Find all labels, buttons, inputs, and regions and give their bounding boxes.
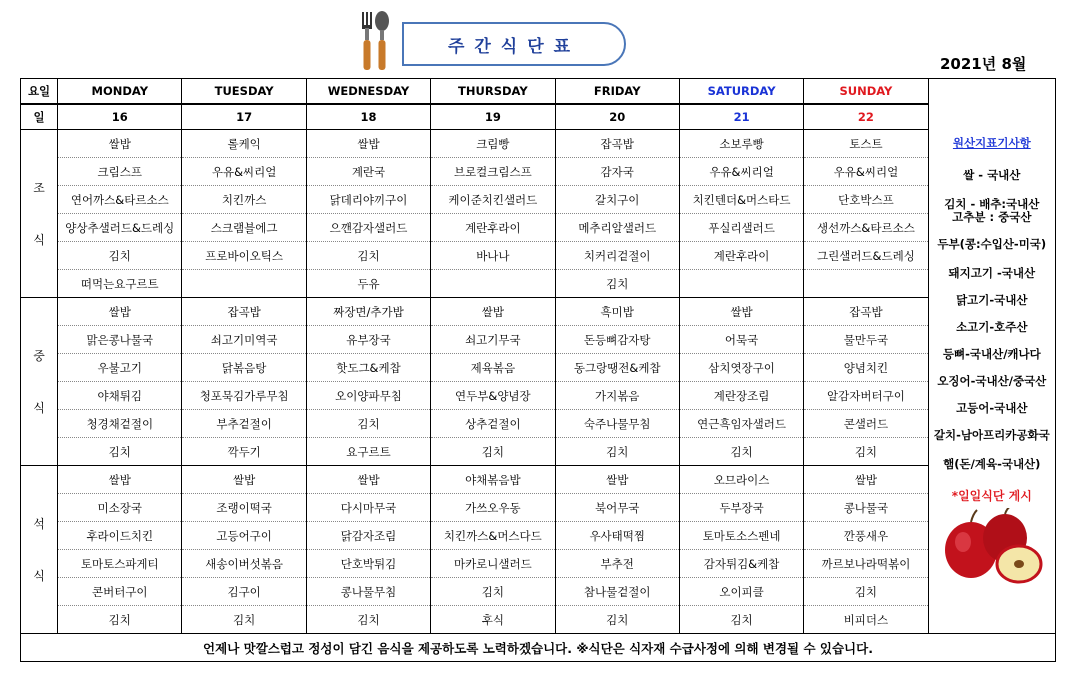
menu-item-cell: 오이피클 bbox=[679, 578, 803, 606]
origin-item: 김치 - 배추:국내산 고추분 : 중국산 bbox=[944, 197, 1040, 224]
date-cell: 19 bbox=[431, 104, 555, 130]
menu-item-cell: 야채튀김 bbox=[58, 382, 182, 410]
menu-item-cell: 김치 bbox=[555, 438, 679, 466]
menu-item-cell: 닭볶음탕 bbox=[182, 354, 306, 382]
origin-item: 갈치-남아프리카공화국 bbox=[933, 428, 1050, 442]
title-banner bbox=[402, 22, 626, 66]
menu-item-cell: 우유&씨리얼 bbox=[679, 158, 803, 186]
menu-item-cell: 계란후라이 bbox=[679, 242, 803, 270]
menu-item-cell: 후라이드치킨 bbox=[58, 522, 182, 550]
menu-item-cell: 치커리겉절이 bbox=[555, 242, 679, 270]
menu-item-cell: 알감자버터구이 bbox=[804, 382, 928, 410]
menu-item-cell: 가지볶음 bbox=[555, 382, 679, 410]
menu-item-cell: 단호박튀김 bbox=[306, 550, 430, 578]
menu-item-cell: 흑미밥 bbox=[555, 298, 679, 326]
origin-item: 고등어-국내산 bbox=[956, 401, 1028, 415]
menu-item-cell: 김치 bbox=[306, 606, 430, 634]
menu-item-cell: 토마토소스펜네 bbox=[679, 522, 803, 550]
date-label: 일 bbox=[21, 104, 58, 130]
menu-item-cell: 양념치킨 bbox=[804, 354, 928, 382]
origin-item: 소고기-호주산 bbox=[956, 320, 1028, 334]
menu-item-cell: 김치 bbox=[679, 606, 803, 634]
menu-item-cell: 우불고기 bbox=[58, 354, 182, 382]
menu-item-cell: 후식 bbox=[431, 606, 555, 634]
menu-item-cell: 깍두기 bbox=[182, 438, 306, 466]
menu-item-cell: 김치 bbox=[58, 606, 182, 634]
menu-item-cell: 동그랑땡전&케찹 bbox=[555, 354, 679, 382]
menu-item-cell: 롤케익 bbox=[182, 130, 306, 158]
menu-item-cell: 오이양파무침 bbox=[306, 382, 430, 410]
date-cell: 21 bbox=[679, 104, 803, 130]
menu-item-cell: 고등어구이 bbox=[182, 522, 306, 550]
menu-item-cell: 청포묵김가루무침 bbox=[182, 382, 306, 410]
menu-item-cell: 김치 bbox=[306, 410, 430, 438]
menu-item-cell: 연어까스&타르소스 bbox=[58, 186, 182, 214]
menu-item-cell: 마카로니샐러드 bbox=[431, 550, 555, 578]
meal-label: 조 식 bbox=[21, 130, 58, 298]
menu-item-cell: 김치 bbox=[555, 270, 679, 298]
menu-item-cell: 맑은콩나물국 bbox=[58, 326, 182, 354]
menu-item-cell: 부추겉절이 bbox=[182, 410, 306, 438]
menu-item-cell: 김치 bbox=[306, 242, 430, 270]
menu-item-cell: 북어무국 bbox=[555, 494, 679, 522]
menu-item-cell: 갈치구이 bbox=[555, 186, 679, 214]
menu-item-cell: 쌀밥 bbox=[58, 130, 182, 158]
menu-item-cell: 으깬감자샐러드 bbox=[306, 214, 430, 242]
menu-item-cell: 치킨텐더&머스타드 bbox=[679, 186, 803, 214]
menu-item-cell: 쌀밥 bbox=[431, 298, 555, 326]
menu-item-cell: 잡곡밥 bbox=[555, 130, 679, 158]
menu-item-cell: 연두부&양념장 bbox=[431, 382, 555, 410]
menu-item-cell: 계란장조림 bbox=[679, 382, 803, 410]
menu-item-cell: 콘샐러드 bbox=[804, 410, 928, 438]
menu-item-cell: 미소장국 bbox=[58, 494, 182, 522]
menu-item-cell: 소보루빵 bbox=[679, 130, 803, 158]
menu-item-cell: 유부장국 bbox=[306, 326, 430, 354]
menu-item-cell: 계란국 bbox=[306, 158, 430, 186]
page-title: 주간식단표 bbox=[447, 36, 581, 57]
menu-item-cell: 새송이버섯볶음 bbox=[182, 550, 306, 578]
menu-item-cell bbox=[804, 270, 928, 298]
menu-item-cell: 제육볶음 bbox=[431, 354, 555, 382]
date-cell: 16 bbox=[58, 104, 182, 130]
origin-item: 닭고기-국내산 bbox=[956, 293, 1028, 307]
menu-item-cell: 참나물겉절이 bbox=[555, 578, 679, 606]
menu-item-cell: 김치 bbox=[431, 578, 555, 606]
menu-item-cell: 깐풍새우 bbox=[804, 522, 928, 550]
footer-notice: 언제나 맛깔스럽고 정성이 담긴 음식을 제공하도록 노력하겠습니다. ※식단은 식자재 수급사정에 의해 변경될 수 있습니다. bbox=[21, 634, 1056, 662]
menu-item-cell bbox=[431, 270, 555, 298]
day-header-saturday: SATURDAY bbox=[679, 79, 803, 105]
menu-item-cell: 단호박스프 bbox=[804, 186, 928, 214]
menu-item-cell: 콩나물국 bbox=[804, 494, 928, 522]
origin-item: 돼지고기 -국내산 bbox=[948, 266, 1036, 280]
menu-item-cell: 치킨까스&머스다드 bbox=[431, 522, 555, 550]
menu-item-cell: 우유&씨리얼 bbox=[804, 158, 928, 186]
menu-item-cell: 닭데리야끼구이 bbox=[306, 186, 430, 214]
menu-item-cell: 브로컬크림스프 bbox=[431, 158, 555, 186]
header bbox=[0, 0, 1071, 78]
menu-item-cell: 생선까스&타르소스 bbox=[804, 214, 928, 242]
menu-item-cell: 삼치엿장구이 bbox=[679, 354, 803, 382]
menu-item-cell: 프로바이오틱스 bbox=[182, 242, 306, 270]
menu-item-cell: 요구르트 bbox=[306, 438, 430, 466]
origin-item: 햄(돈/계육-국내산) bbox=[943, 457, 1041, 471]
menu-item-cell: 양상추샐러드&드레싱 bbox=[58, 214, 182, 242]
menu-item-cell: 쌀밥 bbox=[58, 466, 182, 494]
apple-icon bbox=[937, 508, 1047, 586]
origin-item: 두부(콩:수입산-미국) bbox=[937, 237, 1047, 251]
menu-item-cell: 쇠고기미역국 bbox=[182, 326, 306, 354]
menu-item-cell: 쌀밥 bbox=[555, 466, 679, 494]
menu-item-cell: 상추겉절이 bbox=[431, 410, 555, 438]
menu-item-cell: 어묵국 bbox=[679, 326, 803, 354]
date-cell: 20 bbox=[555, 104, 679, 130]
menu-item-cell: 돈등뼈감자탕 bbox=[555, 326, 679, 354]
day-header-monday: MONDAY bbox=[58, 79, 182, 105]
meal-label: 중 식 bbox=[21, 298, 58, 466]
menu-item-cell: 콘버터구이 bbox=[58, 578, 182, 606]
menu-item-cell: 다시마무국 bbox=[306, 494, 430, 522]
menu-item-cell: 쌀밥 bbox=[306, 130, 430, 158]
menu-item-cell: 연근흑임자샐러드 bbox=[679, 410, 803, 438]
year-month-label: 2021년 8월 bbox=[940, 55, 1027, 73]
menu-item-cell: 오므라이스 bbox=[679, 466, 803, 494]
menu-item-cell: 조랭이떡국 bbox=[182, 494, 306, 522]
menu-item-cell: 케이준치킨샐러드 bbox=[431, 186, 555, 214]
menu-item-cell: 김치 bbox=[555, 606, 679, 634]
menu-item-cell: 까르보나라떡볶이 bbox=[804, 550, 928, 578]
date-cell: 18 bbox=[306, 104, 430, 130]
menu-item-cell: 김치 bbox=[58, 438, 182, 466]
date-cell: 17 bbox=[182, 104, 306, 130]
daily-menu-notice: *일일식단 게시 bbox=[951, 489, 1032, 503]
menu-item-cell: 짜장면/추가밥 bbox=[306, 298, 430, 326]
menu-item-cell: 메추리알샐러드 bbox=[555, 214, 679, 242]
menu-item-cell: 두부장국 bbox=[679, 494, 803, 522]
menu-item-cell bbox=[679, 270, 803, 298]
origin-info-panel bbox=[928, 79, 1055, 634]
menu-item-cell: 가쓰오우동 bbox=[431, 494, 555, 522]
menu-item-cell: 쌀밥 bbox=[58, 298, 182, 326]
menu-item-cell bbox=[182, 270, 306, 298]
menu-item-cell: 치킨까스 bbox=[182, 186, 306, 214]
menu-item-cell: 쇠고기무국 bbox=[431, 326, 555, 354]
meal-label: 석 식 bbox=[21, 466, 58, 634]
menu-item-cell: 계란후라이 bbox=[431, 214, 555, 242]
day-of-week-label: 요일 bbox=[21, 79, 58, 105]
menu-item-cell: 콩나물무침 bbox=[306, 578, 430, 606]
day-header-tuesday: TUESDAY bbox=[182, 79, 306, 105]
menu-item-cell: 그린샐러드&드레싱 bbox=[804, 242, 928, 270]
menu-item-cell: 청경채겉절이 bbox=[58, 410, 182, 438]
origin-item: 오징어-국내산/중국산 bbox=[937, 374, 1047, 388]
menu-item-cell: 바나나 bbox=[431, 242, 555, 270]
menu-item-cell: 감자튀김&케찹 bbox=[679, 550, 803, 578]
menu-item-cell: 토스트 bbox=[804, 130, 928, 158]
menu-item-cell: 떠먹는요구르트 bbox=[58, 270, 182, 298]
menu-item-cell: 푸실리샐러드 bbox=[679, 214, 803, 242]
menu-item-cell: 잡곡밥 bbox=[804, 298, 928, 326]
menu-item-cell: 감자국 bbox=[555, 158, 679, 186]
menu-item-cell: 김치 bbox=[58, 242, 182, 270]
menu-item-cell: 물만두국 bbox=[804, 326, 928, 354]
weekly-menu-table bbox=[20, 78, 1056, 662]
menu-item-cell: 야채볶음밥 bbox=[431, 466, 555, 494]
fork-and-spoon-icon bbox=[348, 10, 398, 72]
origin-info-title: 원산지표기사항 bbox=[952, 136, 1031, 150]
day-header-sunday: SUNDAY bbox=[804, 79, 928, 105]
menu-item-cell: 김치 bbox=[679, 438, 803, 466]
menu-item-cell: 쌀밥 bbox=[306, 466, 430, 494]
origin-item: 쌀 - 국내산 bbox=[963, 168, 1021, 182]
menu-item-cell: 두유 bbox=[306, 270, 430, 298]
menu-item-cell: 토마토스파게티 bbox=[58, 550, 182, 578]
menu-item-cell: 쌀밥 bbox=[804, 466, 928, 494]
menu-item-cell: 김치 bbox=[182, 606, 306, 634]
menu-item-cell: 닭감자조림 bbox=[306, 522, 430, 550]
menu-item-cell: 쌀밥 bbox=[679, 298, 803, 326]
menu-item-cell: 김치 bbox=[804, 438, 928, 466]
menu-item-cell: 비피더스 bbox=[804, 606, 928, 634]
menu-item-cell: 잡곡밥 bbox=[182, 298, 306, 326]
menu-item-cell: 김치 bbox=[431, 438, 555, 466]
menu-item-cell: 우유&씨리얼 bbox=[182, 158, 306, 186]
menu-item-cell: 우사태떡찜 bbox=[555, 522, 679, 550]
menu-item-cell: 김구이 bbox=[182, 578, 306, 606]
menu-item-cell: 스크램블에그 bbox=[182, 214, 306, 242]
menu-item-cell: 핫도그&케찹 bbox=[306, 354, 430, 382]
day-header-friday: FRIDAY bbox=[555, 79, 679, 105]
menu-item-cell: 김치 bbox=[804, 578, 928, 606]
day-header-thursday: THURSDAY bbox=[431, 79, 555, 105]
menu-item-cell: 크림빵 bbox=[431, 130, 555, 158]
menu-item-cell: 부추전 bbox=[555, 550, 679, 578]
day-header-wednesday: WEDNESDAY bbox=[306, 79, 430, 105]
origin-item: 등뼈-국내산/캐나다 bbox=[942, 347, 1041, 361]
menu-item-cell: 쌀밥 bbox=[182, 466, 306, 494]
menu-item-cell: 숙주나물무침 bbox=[555, 410, 679, 438]
menu-item-cell: 크림스프 bbox=[58, 158, 182, 186]
date-cell: 22 bbox=[804, 104, 928, 130]
